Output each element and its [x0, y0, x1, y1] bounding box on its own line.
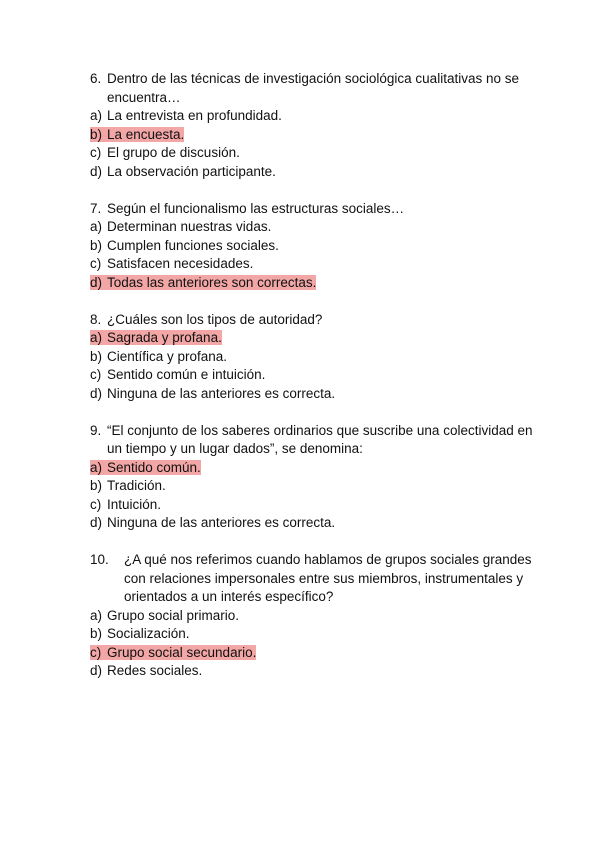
- answer-option: [90, 496, 540, 515]
- option-content: [90, 515, 335, 530]
- option-letter: c): [90, 644, 102, 660]
- option-text: Ninguna de las anteriores es correcta.: [107, 385, 336, 401]
- question-number: 9.: [90, 422, 102, 438]
- option-content: [90, 108, 282, 123]
- option-content: [90, 478, 166, 493]
- option-text: Grupo social secundario.: [107, 644, 257, 660]
- correct-answer-highlight: [90, 330, 222, 345]
- answer-option: [90, 237, 540, 256]
- option-text: Socialización.: [107, 626, 190, 641]
- option-letter: c): [90, 256, 102, 271]
- option-letter: b): [90, 478, 103, 493]
- option-letter: d): [90, 274, 103, 290]
- option-content: [90, 663, 202, 678]
- exam-page: [90, 70, 540, 699]
- option-content: [90, 219, 271, 234]
- answer-option: [90, 348, 540, 367]
- question-2: [90, 200, 540, 293]
- question-5: [90, 551, 540, 681]
- option-content: [90, 608, 239, 623]
- correct-answer-highlight: [90, 127, 184, 142]
- correct-answer-highlight: [90, 275, 316, 290]
- option-letter: c): [90, 367, 102, 382]
- answer-option: [90, 607, 540, 626]
- option-text: La entrevista en profundidad.: [107, 108, 282, 123]
- answer-option: [90, 255, 540, 274]
- correct-answer-highlight: [90, 645, 256, 660]
- option-letter: a): [90, 330, 103, 345]
- option-letter: b): [90, 626, 103, 641]
- option-text: Redes sociales.: [107, 663, 203, 678]
- answer-option-highlighted: [90, 274, 540, 293]
- question-number: 8.: [90, 311, 102, 327]
- option-text: Grupo social primario.: [107, 607, 240, 623]
- question-number: 10.: [90, 552, 109, 567]
- option-letter: a): [90, 607, 103, 623]
- option-text: El grupo de discusión.: [107, 145, 240, 160]
- answer-option: [90, 385, 540, 404]
- answer-option: [90, 218, 540, 237]
- correct-answer-highlight: [90, 460, 201, 475]
- option-letter: d): [90, 385, 103, 401]
- option-content: [90, 386, 335, 401]
- answer-option-highlighted: [90, 329, 540, 348]
- option-letter: a): [90, 459, 103, 475]
- option-text: Determinan nuestras vidas.: [107, 219, 272, 234]
- option-letter: c): [90, 145, 102, 160]
- question-4: [90, 422, 540, 533]
- question-1: [90, 70, 540, 181]
- option-letter: d): [90, 163, 103, 179]
- answer-option-highlighted: [90, 126, 540, 145]
- question-text: [90, 311, 540, 330]
- question-text: [90, 422, 540, 459]
- answer-option: [90, 366, 540, 385]
- question-body: ¿Cuáles son los tipos de autoridad?: [107, 311, 323, 327]
- option-text: Científica y profana.: [107, 348, 228, 364]
- question-3: [90, 311, 540, 404]
- answer-option: [90, 514, 540, 533]
- option-content: [90, 145, 240, 160]
- answer-option-highlighted: [90, 459, 540, 478]
- option-text: Sentido común e intuición.: [107, 367, 266, 382]
- option-text: La observación participante.: [107, 163, 276, 179]
- option-content: [90, 497, 161, 512]
- option-content: [90, 256, 253, 271]
- question-number: 7.: [90, 200, 102, 216]
- option-letter: b): [90, 348, 103, 364]
- option-letter: c): [90, 496, 102, 512]
- option-text: Ninguna de las anteriores es correcta.: [107, 515, 336, 530]
- question-body: Dentro de las técnicas de investigación sociológica cualitativas no se encuentra…: [107, 71, 519, 105]
- question-text: [90, 200, 540, 219]
- answer-option-highlighted: [90, 644, 540, 663]
- option-letter: a): [90, 108, 103, 123]
- option-letter: b): [90, 237, 103, 253]
- question-body: “El conjunto de los saberes ordinarios que suscribe una colectividad en un tiempo y un lugar dados”, se denomina:: [107, 422, 533, 456]
- option-content: [90, 164, 276, 179]
- question-body: ¿A qué nos referimos cuando hablamos de grupos sociales grandes con relaciones impersonales entre sus miembros, instrumentales y orientados a un interés específico?: [124, 552, 532, 604]
- option-text: La encuesta.: [107, 126, 185, 142]
- answer-option: [90, 107, 540, 126]
- option-text: Tradición.: [107, 478, 166, 493]
- answer-option: [90, 163, 540, 182]
- option-text: Todas las anteriores son correctas.: [107, 274, 317, 290]
- option-text: Sentido común.: [107, 459, 201, 475]
- option-letter: a): [90, 219, 103, 234]
- option-text: Cumplen funciones sociales.: [107, 237, 279, 253]
- option-letter: d): [90, 515, 103, 530]
- question-text: [90, 70, 540, 107]
- option-content: [90, 349, 227, 364]
- answer-option: [90, 625, 540, 644]
- option-text: Sagrada y profana.: [107, 330, 222, 345]
- option-text: Intuición.: [107, 496, 162, 512]
- option-text: Satisfacen necesidades.: [107, 256, 254, 271]
- option-letter: b): [90, 126, 103, 142]
- question-text: [90, 551, 540, 607]
- answer-option: [90, 144, 540, 163]
- answer-option: [90, 662, 540, 681]
- question-body: Según el funcionalismo las estructuras sociales…: [107, 200, 405, 216]
- answer-option: [90, 477, 540, 496]
- option-letter: d): [90, 663, 103, 678]
- question-number: 6.: [90, 71, 102, 86]
- option-content: [90, 367, 265, 382]
- option-content: [90, 238, 279, 253]
- option-content: [90, 626, 190, 641]
